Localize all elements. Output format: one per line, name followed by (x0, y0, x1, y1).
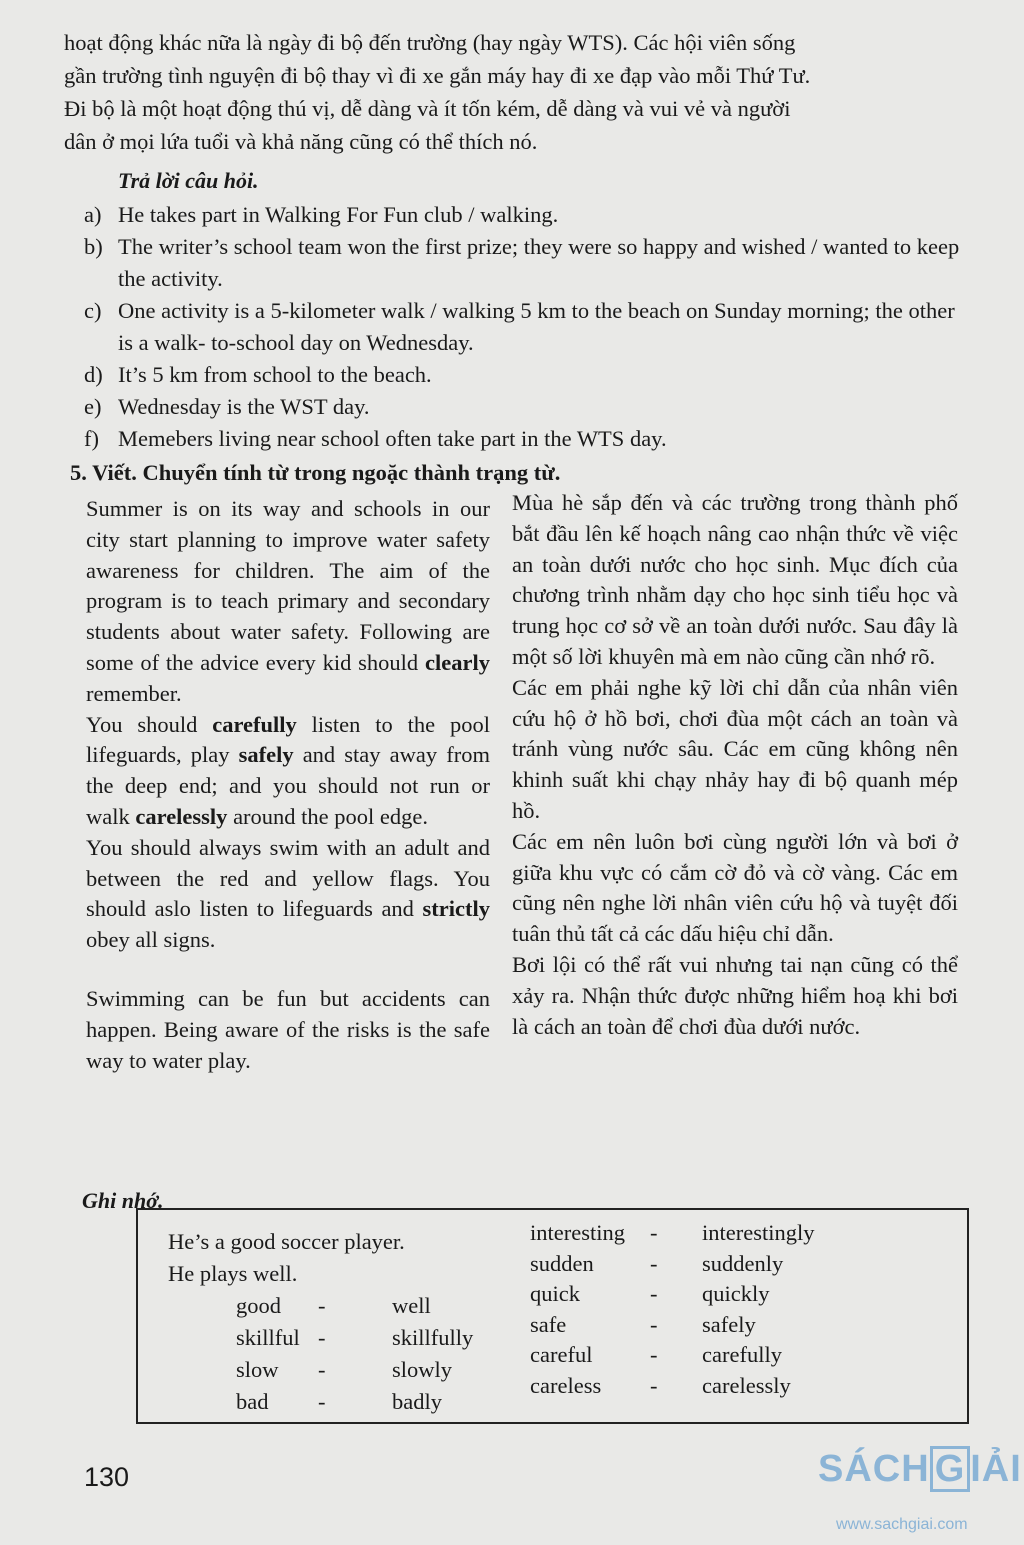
note-title: Ghi nhớ. (82, 1188, 164, 1213)
intro-line: hoạt động khác nữa là ngày đi bộ đến trường (hay ngày WTS). Các hội viên sống (64, 30, 796, 55)
answer-item (84, 423, 974, 455)
adjective: quick (530, 1281, 580, 1306)
intro-line: gần trường tình nguyện đi bộ thay vì đi xe gắn máy hay đi xe đạp vào mỗi Thứ Tư. (64, 63, 811, 88)
text-span: obey all signs. (86, 927, 216, 953)
dash: - (318, 1389, 326, 1414)
answer-letter: c) (84, 298, 102, 323)
text-span: around the pool edge. (227, 803, 429, 829)
english-column (86, 494, 490, 1076)
dash: - (650, 1311, 658, 1337)
answer-item (84, 199, 974, 231)
intro-line: Đi bộ là một hoạt động thú vị, dễ dàng và ít tốn kém, dễ dàng và vui vẻ và người (64, 96, 791, 121)
dash: - (318, 1293, 326, 1318)
answer-text: Memebers living near school often take part in the WTS day. (118, 426, 667, 451)
adverb-bold: clearly (425, 649, 490, 675)
adverb-bold: carelessly (135, 803, 228, 829)
english-paragraph (86, 833, 490, 956)
note-left-column (168, 1226, 473, 1418)
adjective: good (236, 1293, 281, 1318)
intro-line: dân ở mọi lứa tuổi và khả năng cũng có thể thích nó. (64, 129, 538, 154)
answer-letter: e) (84, 394, 102, 419)
answers-list (84, 199, 974, 455)
text-span: listen to the pool lifeguards, play (86, 711, 490, 768)
english-paragraph (86, 710, 490, 833)
answer-item (84, 359, 974, 391)
dash: - (318, 1357, 326, 1382)
answer-letter: d) (84, 362, 103, 387)
adjective: bad (236, 1389, 269, 1414)
vietnamese-paragraph: Các em phải nghe kỹ lời chỉ dẫn của nhân viên cứu hộ ở hồ bơi, chơi đùa một cách an toàn và tránh vùng nước sâu. Các em cũng không nên khinh suất khi chạy nhảy hay đi bộ quanh mép hồ. (512, 674, 958, 823)
left-pairs (168, 1290, 473, 1418)
answer-text: The writer’s school team won the first prize; they were so happy and wished / wanted to keep the activity. (118, 234, 960, 291)
logo-boxed-letter: G (930, 1446, 971, 1492)
note-example: He’s a good soccer player. (168, 1229, 405, 1254)
adverb: slowly (392, 1357, 453, 1382)
answer-letter: f) (84, 426, 99, 451)
answers-heading: Trả lời câu hỏi. (118, 168, 259, 193)
adverb: safely (702, 1311, 756, 1337)
adjective: careful (530, 1342, 593, 1367)
page-number: 130 (84, 1462, 130, 1492)
dash: - (650, 1250, 658, 1276)
adjective: interesting (530, 1220, 625, 1245)
intro-paragraph (64, 26, 964, 158)
adjective: sudden (530, 1250, 594, 1276)
adj-adv-pair (236, 1386, 473, 1418)
logo-text: SÁCH (818, 1448, 930, 1490)
answer-text: He takes part in Walking For Fun club / walking. (118, 202, 559, 227)
answer-text: It’s 5 km from school to the beach. (118, 362, 432, 387)
answer-text: Wednesday is the WST day. (118, 394, 370, 419)
adverb: badly (392, 1389, 442, 1414)
text-span: remember. (86, 680, 182, 706)
adj-adv-pair (530, 1249, 814, 1280)
note-example: He plays well. (168, 1261, 298, 1286)
answer-item (84, 295, 974, 359)
sachgiai-logo (818, 1446, 1022, 1492)
site-url[interactable]: www.sachgiai.com (836, 1516, 968, 1533)
adverb: carefully (702, 1342, 782, 1367)
adverb: skillfully (392, 1325, 474, 1350)
note-right-column (530, 1218, 814, 1401)
text-span: You should always swim with an adult and between the red and yellow flags. You should aslo listen to lifeguards and (86, 834, 490, 922)
vietnamese-paragraph: Bơi lội có thể rất vui nhưng tai nạn cũng có thể xảy ra. Nhận thức được những hiểm hoạ khi bơi là cách an toàn để chơi đùa dưới nước. (512, 951, 958, 1039)
answer-text: One activity is a 5-kilometer walk / walking 5 km to the beach on Sunday morning; the other is a walk- to-school day on Wednesday. (118, 298, 955, 355)
vietnamese-paragraph: Mùa hè sắp đến và các trường trong thành phố bắt đầu lên kế hoạch nâng cao nhận thức về việc an toàn dưới nước cho học sinh. Mục đích của chương trình nhằm dạy cho học sinh tiểu học và trung học cơ sở về an toàn dưới nước. Sau đây là một số lời khuyên mà em nào cũng cần nhớ rõ. (512, 490, 958, 669)
adverb-bold: safely (238, 742, 294, 768)
adverb-bold: strictly (422, 896, 490, 922)
adverb-bold: carefully (212, 711, 297, 737)
dash: - (650, 1342, 658, 1367)
text-span: and stay away from the deep end; and you should not run or walk (86, 742, 490, 829)
adj-adv-pair (236, 1322, 473, 1354)
dash: - (318, 1325, 326, 1350)
adj-adv-pair (530, 1371, 814, 1402)
answer-letter: b) (84, 234, 103, 259)
dash: - (650, 1220, 658, 1245)
logo-text: IẢI (970, 1448, 1022, 1490)
adj-adv-pair (236, 1290, 473, 1322)
dash: - (650, 1372, 658, 1398)
dash: - (650, 1281, 658, 1306)
answer-item (84, 231, 974, 295)
english-paragraph (86, 494, 490, 710)
adverb: quickly (702, 1281, 770, 1306)
adverb: suddenly (702, 1250, 784, 1276)
text-span: Summer is on its way and schools in our city start planning to improve water safety awareness for children. The aim of the program is to teach primary and secondary students about water safety. Following are some of the advice every kid should (86, 496, 490, 675)
adverb: carelessly (702, 1372, 791, 1398)
english-paragraph: Swimming can be fun but accidents can happen. Being aware of the risks is the safe way to water play. (86, 985, 490, 1073)
vietnamese-column (512, 488, 958, 1042)
text-span: You should (86, 711, 213, 737)
answer-letter: a) (84, 202, 102, 227)
answer-item (84, 391, 974, 423)
adverb: well (392, 1293, 431, 1318)
adj-adv-pair (530, 1340, 814, 1371)
adj-adv-pair (236, 1354, 473, 1386)
adjective: careless (530, 1372, 602, 1398)
paragraph-gap (86, 956, 490, 984)
note-box (136, 1208, 969, 1424)
adj-adv-pair (530, 1218, 814, 1249)
adjective: safe (530, 1311, 567, 1337)
section-5-title: 5. Viết. Chuyển tính từ trong ngoặc thành trạng từ. (70, 460, 561, 485)
adj-adv-pair (530, 1279, 814, 1310)
adj-adv-pair (530, 1310, 814, 1341)
adjective: slow (236, 1357, 279, 1382)
adjective: skillful (236, 1325, 300, 1350)
vietnamese-paragraph: Các em nên luôn bơi cùng người lớn và bơi ở giữa khu vực có cắm cờ đỏ và cờ vàng. Các em cũng nên nghe lời nhân viên cứu hộ và tuyệt đối tuân thủ tất cả các dấu hiệu chỉ dẫn. (512, 828, 958, 947)
adverb: interestingly (702, 1220, 815, 1245)
